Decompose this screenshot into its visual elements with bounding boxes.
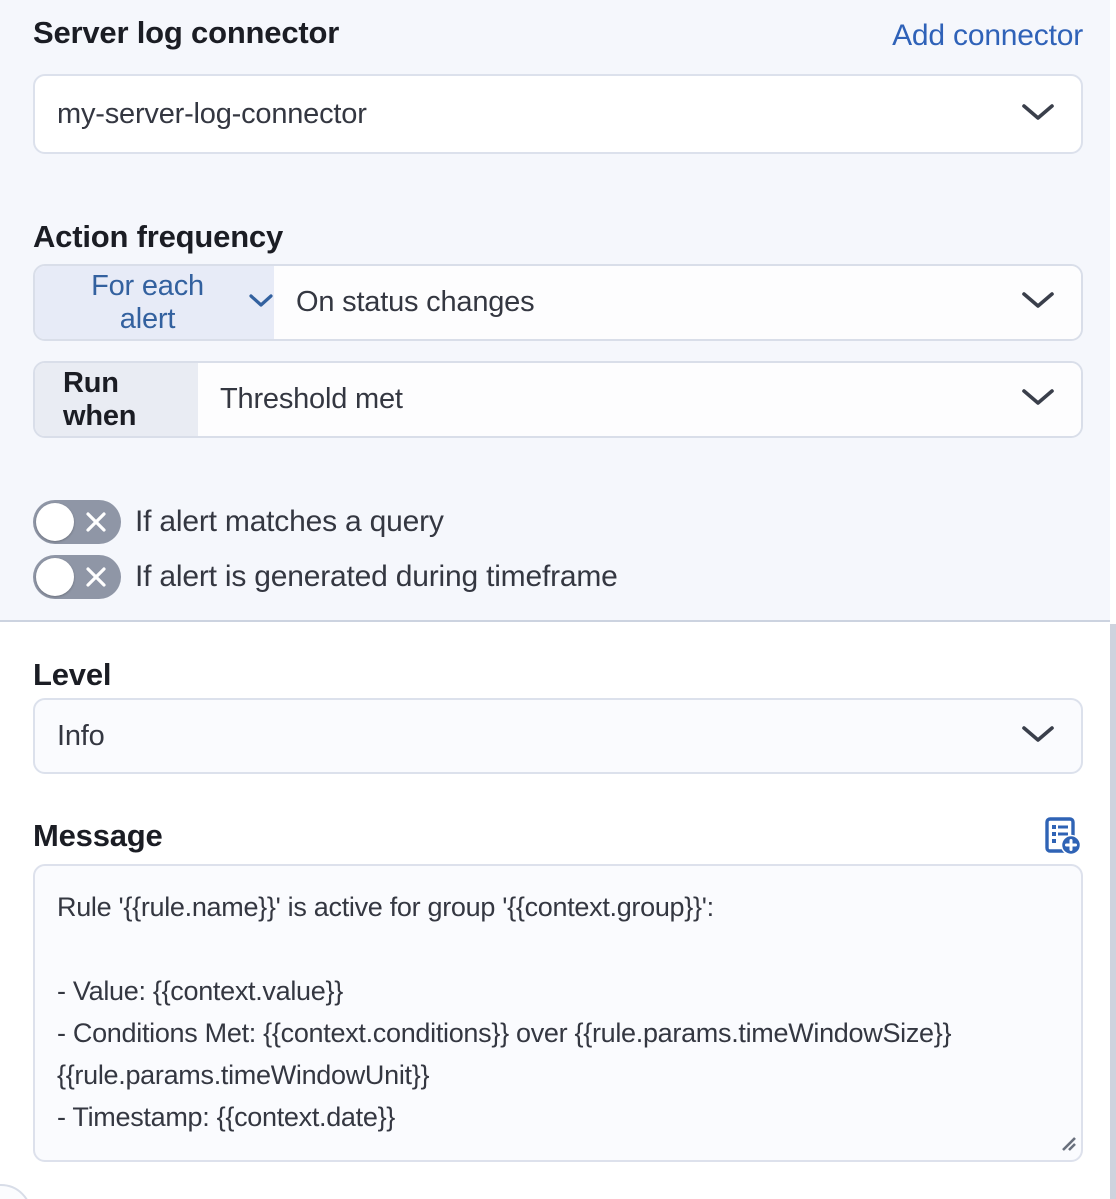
notify-when-select[interactable]: [274, 266, 1081, 339]
summary-selector-value: For each alert: [91, 269, 204, 335]
scrollbar-thumb[interactable]: [1110, 624, 1116, 1199]
scrollbar-rail: [1110, 0, 1116, 622]
level-select[interactable]: [33, 698, 1083, 774]
query-toggle-label: If alert matches a query: [135, 505, 444, 538]
notify-when-control: [33, 264, 1083, 341]
chevron-down-icon: [1021, 387, 1055, 412]
toggle-knob: [36, 503, 74, 541]
timeframe-toggle-label: If alert is generated during timeframe: [135, 560, 618, 593]
message-header-row: [33, 816, 1083, 856]
timeframe-filter-row: [33, 555, 1083, 599]
action-frequency-label: Action frequency: [33, 219, 284, 254]
message-textarea[interactable]: [33, 864, 1083, 1162]
alert-timeframe-toggle[interactable]: [33, 555, 121, 599]
notify-when-value: On status changes: [296, 286, 535, 318]
run-when-select[interactable]: [198, 363, 1081, 436]
add-connector-link[interactable]: Add connector: [892, 19, 1083, 52]
chevron-down-icon: [1021, 290, 1055, 315]
level-label: Level: [33, 657, 112, 692]
cross-icon: [84, 566, 108, 588]
alert-matches-query-toggle[interactable]: [33, 500, 121, 544]
level-select-value: Info: [57, 719, 105, 752]
summary-selector-button[interactable]: [35, 266, 274, 339]
server-log-params-section: [0, 622, 1116, 1167]
connector-header-row: [33, 16, 1083, 50]
query-filter-row: [33, 500, 1083, 544]
run-when-value: Threshold met: [220, 383, 403, 415]
toggle-knob: [36, 558, 74, 596]
add-variable-button[interactable]: [1043, 816, 1083, 856]
next-section-peek: [0, 1184, 32, 1199]
add-variable-icon: [1044, 816, 1082, 856]
message-label: Message: [33, 818, 163, 853]
run-when-control: [33, 361, 1083, 438]
cross-icon: [84, 511, 108, 533]
chevron-down-icon: [248, 293, 274, 312]
connector-select-value: my-server-log-connector: [57, 97, 367, 130]
run-when-label: Run when: [63, 366, 137, 432]
connector-select[interactable]: [33, 74, 1083, 154]
connector-label: Server log connector: [33, 15, 340, 50]
message-field: [33, 864, 1083, 1167]
chevron-down-icon: [1021, 102, 1055, 127]
resize-handle[interactable]: [1055, 1130, 1077, 1157]
chevron-down-icon: [1021, 724, 1055, 749]
run-when-label-segment: [35, 363, 198, 436]
